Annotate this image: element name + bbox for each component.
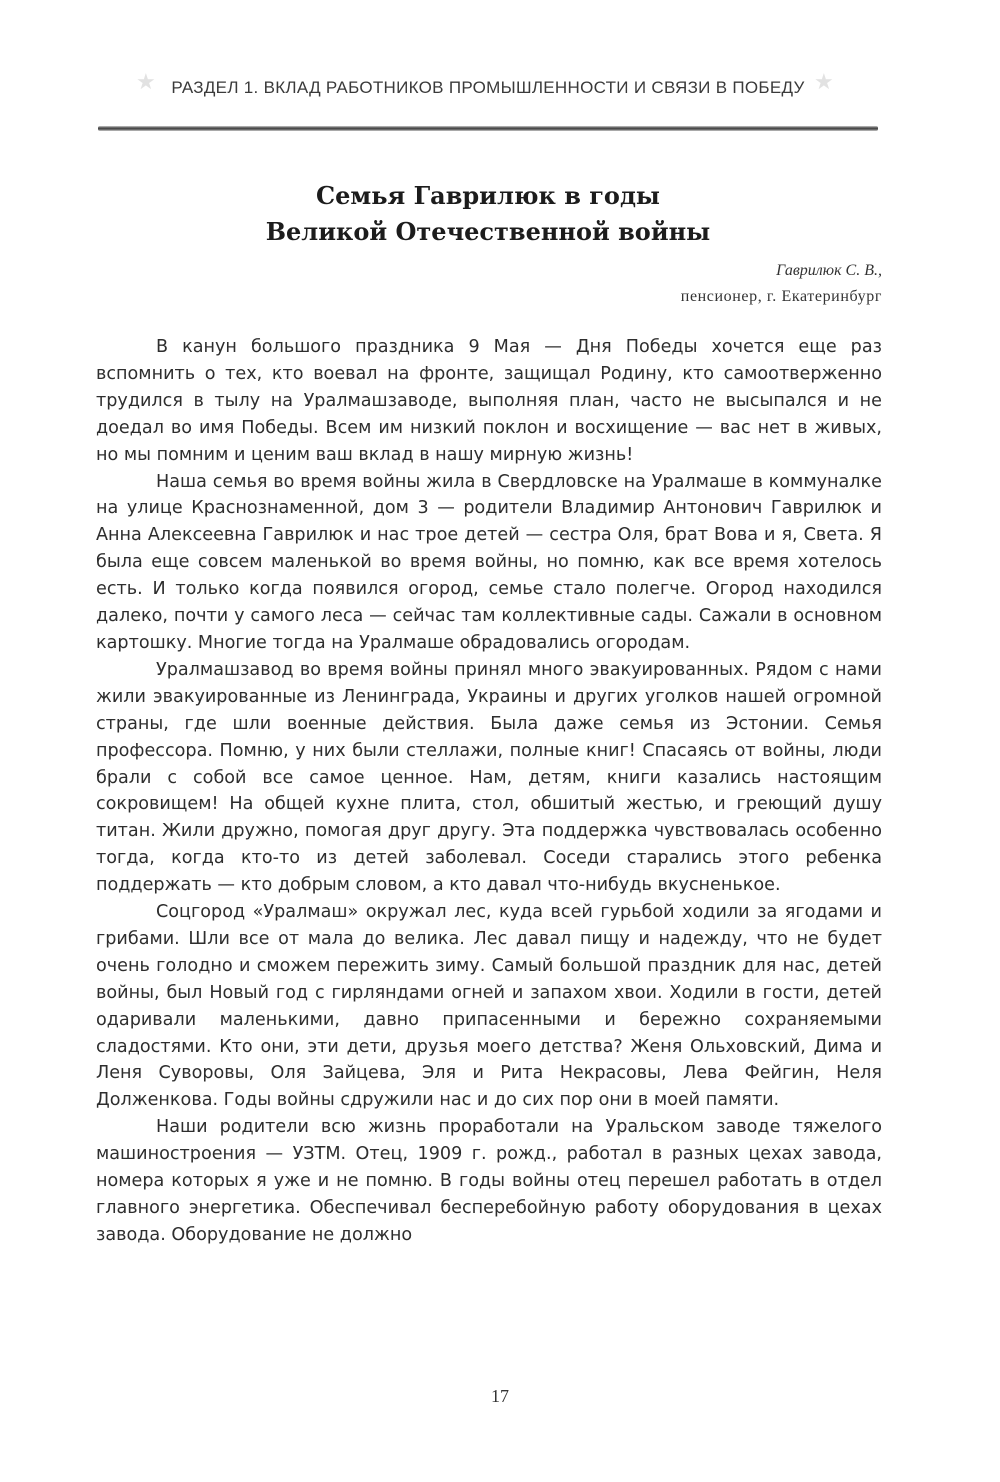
paragraph: Соцгород «Уралмаш» окружал лес, куда всей гурьбой ходили за ягодами и грибами. Шли все от мала до велика. Лес давал пищу и надежду, что не будет очень голодно и сможем пережить зиму. Самый большой праздник для нас, детей войны, был Новый год с гирляндами огней и запахом хвои. Ходили в гости, детей одаривали маленькими, давно припасенными и бережно сохраняемыми сладостями. Кто они, эти дети, друзья моего детства? Женя Ольховский, Дима и Леня Суворовы, Оля Зайцева, Эля и Рита Некрасовы, Лева Фейгин, Неля Долженкова. Годы войны сдружили нас и до сих пор они в моей памяти. xyxy=(96,902,882,1111)
paragraph: Наша семья во время войны жила в Свердловске на Уралмаше в коммуналке на улице Краснознаменной, дом 3 — родители Владимир Антонович Гаврилюк и Анна Алексеевна Гаврилюк и нас трое детей — сестра Оля, брат Вова и я, Света. Я была еще совсем маленькой во время войны, но помню, как все время хотелось есть. И только когда появился огород, семье стало полегче. Огород находился далеко, почти у самого леса — сейчас там коллективные сады. Сажали в основном картошку. Многие тогда на Уралмаше обрадовались огородам. xyxy=(96,471,882,653)
paragraph: Уралмашзавод во время войны принял много эвакуированных. Рядом с нами жили эвакуированные из Ленинграда, Украины и других уголков нашей огромной страны, где шли военные действия. Была даже семья из Эстонии. Семья профессора. Помню, у них были стеллажи, полные книг! Спасаясь от войны, люди брали с собой все самое ценное. Нам, детям, книги казались настоящим сокровищем! На общей кухне плита, стол, обшитый жестью, и греющий душу титан. Жили дружно, помогая друг другу. Эта поддержка чувствовалась особенно тогда, когда кто-то из детей заболевал. Соседи старались этого ребенка поддержать — кто добрым словом, а кто давал что-нибудь вкусненькое. xyxy=(96,659,882,896)
star-ornament-right: ★ xyxy=(814,70,834,95)
article-title-line-2: Великой Отечественной войны xyxy=(265,217,711,246)
article-title xyxy=(98,178,878,250)
article-title-line-1: Семья Гаврилюк в годы xyxy=(316,181,660,210)
running-header: РАЗДЕЛ 1. ВКЛАД РАБОТНИКОВ ПРОМЫШЛЕННОСТИ И СВЯЗИ В ПОБЕДУ xyxy=(171,78,805,97)
star-ornament-left: ★ xyxy=(136,70,156,95)
header-rule xyxy=(98,126,878,131)
author-role: пенсионер, г. Екатеринбург xyxy=(680,288,882,305)
paragraph: Наши родители всю жизнь проработали на Уральском заводе тяжелого машиностроения — УЗТМ. Отец, 1909 г. рожд., работал в разных цехах завода, номера которых я уже и не помню. В годы войны отец перешел работать в отдел главного энергетика. Обеспечивал бесперебойную работу оборудования в цехах завода. Оборудование не должно xyxy=(96,1117,882,1245)
author-name: Гаврилюк С. В., xyxy=(776,262,882,279)
paragraph: В канун большого праздника 9 Мая — Дня Победы хочется еще раз вспомнить о тех, кто воевал на фронте, защищал Родину, кто самоотверженно трудился в тылу на Уралмашзаводе, выполняя план, часто не высыпался и не доедал во имя Победы. Всем им низкий поклон и восхищение — вас нет в живых, но мы помним и ценим ваш вклад в нашу мирную жизнь! xyxy=(96,337,882,465)
page-number: 17 xyxy=(491,1386,509,1406)
author-block xyxy=(382,258,882,310)
article-body xyxy=(96,334,882,1249)
